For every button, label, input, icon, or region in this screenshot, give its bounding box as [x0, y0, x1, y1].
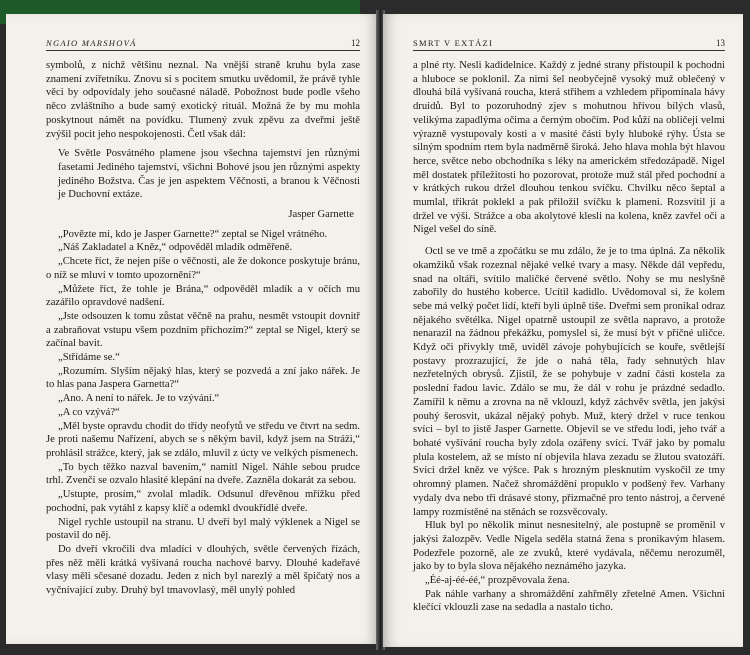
paragraph: Nigel rychle ustoupil na stranu. U dveří byl malý výklenek a Nigel se postavil do něj. [46, 516, 360, 542]
paragraph: „To bych těžko nazval bavením,“ namítl Nigel. Náhle sebou prudce trhl. Zvenčí se ozvalo hlasité klepání na dveře. Zazněla dokarát za sebou. [46, 461, 360, 487]
paragraph: „Éé-aj-éé-éé,“ prozpěvovala žena. [425, 575, 570, 587]
quote-attribution: Jasper Garnette [288, 209, 354, 221]
left-page [6, 14, 378, 644]
left-running-head [46, 38, 360, 51]
paragraph: „Střídáme se.“ [58, 352, 120, 364]
block-quote [58, 147, 360, 202]
left-page-text [46, 59, 360, 598]
left-page-number: 12 [351, 38, 360, 48]
right-page [383, 14, 743, 647]
right-page-number: 13 [716, 38, 725, 48]
paragraph: symbolů, z nichž většinu neznal. Na vnější straně kruhu byla zase znamení zvířetníku. Znovu si s pocitem smutku uvědomil, že právě tyhle věci by odpovídaly jeho současné náladě. Pobožnost bude podle všeho něco zvláštního a bude samý exotický rituál. Možná že by mu mohla poskytnout námět na povídku. Tlumený zvuk zpěvu za dveřmi ještě zvýšil pocit jeho nespokojenosti. Četl však dál: [46, 60, 360, 140]
paragraph: „Náš Zakladatel a Kněz,“ odpověděl mladík odměřeně. [58, 242, 293, 254]
paragraph: „Rozumím. Slyším nějaký hlas, který se pozvedá a zní jako nářek. Je to hlas pana Jaspera Garnetta?“ [46, 365, 360, 391]
paragraph: „Ano. A není to nářek. Je to vzývání.“ [58, 393, 220, 405]
right-running-head-title: SMRT V EXTÁZI [413, 38, 494, 48]
right-page-text [413, 59, 725, 615]
paragraph: Hluk byl po několik minut nesnesitelný, ale postupně se proměnil v jakýsi žalozpěv. Vedle Nigela seděla statná žena s pronikavým hlasem. Podezřele pozorně, ale ze zvuků, které vydávala, něčemu nerozuměl, jako by to byla slova nějakého neznámého jazyka. [413, 520, 725, 573]
paragraph: „Můžete říct, že tohle je Brána,“ odpověděl mladík a v očích mu zazářilo opravdové nadšení. [46, 283, 360, 309]
paragraph: „Jste odsouzen k tomu zůstat věčně na prahu, nesmět vstoupit dovnitř a zabraňovat vstupu všem pozdním příchozím?“ zeptal se Nigel, který se začínal bavit. [46, 310, 360, 350]
paragraph: „A co vzývá?“ [58, 406, 120, 418]
paragraph: „Povězte mi, kdo je Jasper Garnette?“ zeptal se Nigel vrátného. [58, 228, 328, 240]
paragraph: Octl se ve tmě a zpočátku se mu zdálo, že je to tma úplná. Za několik okamžiků však rozeznal nějaké velké tvary a masy. Někde dál vepředu, snad na oltáři, svítilo maličké červené světlo. Nohy se mu neslyšně zabořily do hustého koberce. Ucítil kadidlo. Uvědomoval si, že kolem sebe má velký počet lidí, kteří byli úplně tiše. Dveřmi sem pronikal odraz nějakého světélka. Nigel opatrně ustoupil ze světla napravo, a protože nenarazil na žádnou překážku, pomyslel si, že musí být v příčné uličce. Když oči přivykly tmě, uviděl závoje pohybujících se kouře, světlejší postavy prozrazující, že jde o nahá těla, řady sehnutých hlav nezřetelných obrysů. Zjistil, že se pohybuje v zadní části kostela za poslední řadou lavic. Zdálo se mu, že dál v rohu je prázdné sedadlo. Zamířil k němu a zrovna na ně vklouzl, když záchvěv světla, jen jakýsi pouhý šerosvit, ukázal nějaký pohyb. Muž, který držel v ruce tenkou svíci – byl to jistě Jasper Garnette. Objevil se ve středu lodi, jeho tvář a bohaté vyšívání roucha byly zdola ozářeny svící. Tvář jako by pomalu plula kostelem, až se místo ní objevila hlava zezadu se žlutou svatozáří. Svíci držel kněz ve výšce. Pak s hrozným plesknutím vyskočil ze tmy ohromný plamen. Načež shromáždění propuklo v podšený řev. Varhany vydaly dva nebo tři drásavé stony, přizmačné pro tento nástroj, a červené lampy rozmístěné na stěnách se rozsvěcovaly. [413, 246, 725, 518]
right-running-head [413, 38, 725, 51]
paragraph: a plné rty. Nesli kadidelnice. Každý z jedné strany přistoupil k pochodni a hluboce se poklonil. Za nimi šel neobyčejně vysoký muž oblečený v dlouhá bílá vyšívaná roucha, která střihem a vzhledem připomínala hávy druidů. Byl to pozoruhodný zjev s mohutnou hřívou bílých vlasů, velikýma zapadlýma očima a černým obočím. Pod kůží na obličeji velmi výrazně vystupovaly kosti a v masité části byly hluboké rýhy. Ústa se silným spodním rtem byla nadměrně široká. Jeho hlava mohla být hlavou herce, světce nebo obchodníka s léky na americkém středozápadě. Nigel měl dostatek příležitosti ho pozorovat, protože muž stál před pochodní a v krátkých rukou držel dlouhou tenkou svíčku. Chvilku něco šeptal a mumlal, třikrát poklekl a pak přiložil svíčku k plameni. Rozsvítil ji a držel ve výši. Strážce a oba akolytové klesli na kolena, kněz zavřel oči a Nigel vešel do síně. [413, 60, 725, 236]
quote-text: Ve Světle Posvátného plamene jsou všechna tajemství jen různými fasetami Jediného tajemství, všichni Bohové jsou jen různými aspekty jediného Božstva. Čas je jen aspektem Věčnosti, a branou k Věčnosti je Duchovní extáze. [58, 148, 360, 201]
paragraph: „Chcete říct, že nejen píše o věčnosti, ale že dokonce poskytuje bránu, o níž se mluví v tomto upozornění?“ [46, 256, 360, 281]
paragraph: „Měl byste opravdu chodit do třídy neofytů ve středu ve čtvrt na sedm. Je proti našemu Nařízení, abych se s někým bavil, když jsem na Stráži,“ prohlásil strážce, který, jak se zdálo, mluvil z úcty ve velkých písmenech. [46, 420, 360, 459]
paragraph: „Ustupte, prosím,“ zvolal mladík. Odsunul dřevěnou mřížku před pochodní, pak vytáhl z kapsy klíč a odemkl dvoukřídlé dveře. [46, 489, 360, 514]
paragraph: Do dveří vkročili dva mladíci v dlouhých, světle červených řízách, přes něž měli krátká vyšívaná roucha nachové barvy. Dlouhé kadeřavé vlasy měli sčesané dozadu. Jeden z nich byl narezlý a měl špičatý nos a vyčnívající zuby. Druhý byl tmavovlasý, měl unylý pohled [46, 543, 360, 597]
paragraph: Pak náhle varhany a shromáždění zahřměly zřetelné Amen. Všichni klečící vklouzli zase na sedadla a nastalo ticho. [413, 588, 725, 614]
left-running-head-author: NGAIO MARSHOVÁ [46, 38, 137, 48]
